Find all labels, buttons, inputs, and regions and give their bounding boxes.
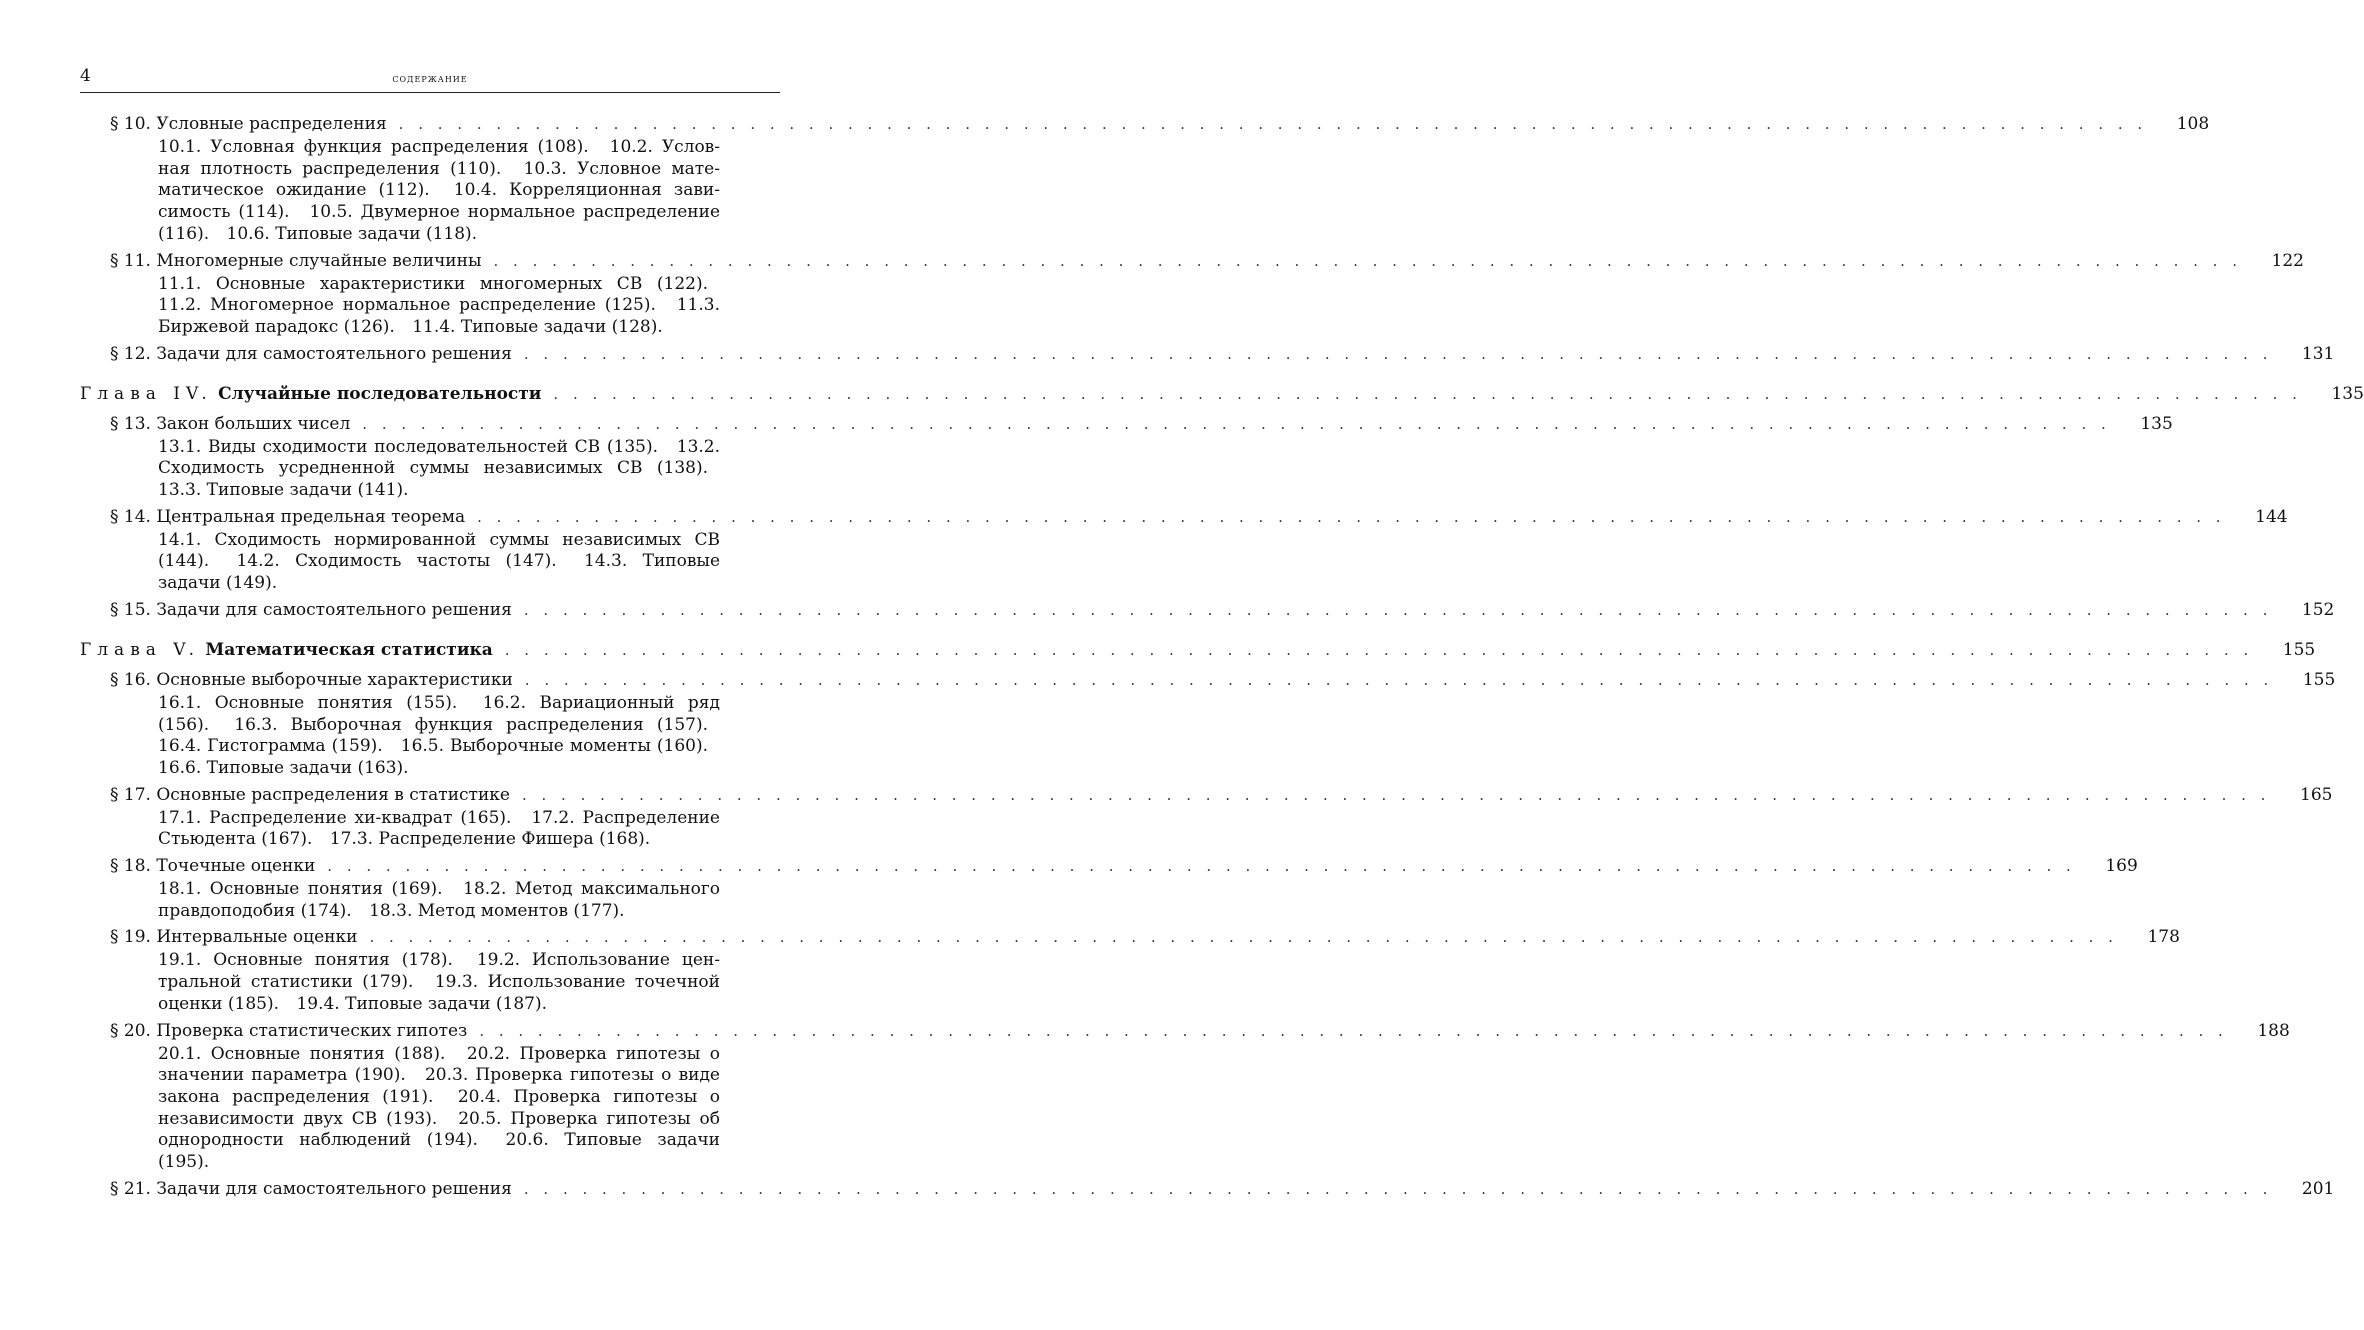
toc-page-number: 144 <box>2255 506 2288 527</box>
toc-subsection: 16.3. Выборочная функция распределения (157). <box>234 714 708 735</box>
toc-entry-title: § 21. Задачи для самостоятельного решения <box>110 1178 512 1199</box>
toc-section <box>80 599 2335 621</box>
toc-entry-title: § 15. Задачи для самостоятельного решения <box>110 599 512 620</box>
dot-leader: . . . . . . . . . . . . . . . . . . . . . . . . . . . . . . . . . . . . . . . . . . . . . . . . . . . . . . . . . . . . . . . . . . . . . . . . . . . . . . . . . . . . . . . . . . <box>327 857 2076 876</box>
toc-subsections <box>158 950 720 1015</box>
toc-entry-title: § 17. Основные распределения в статистике <box>110 784 510 805</box>
dot-leader: . . . . . . . . . . . . . . . . . . . . . . . . . . . . . . . . . . . . . . . . . . . . . . . . . . . . . . . . . . . . . . . . . . . . . . . . . . . . . . . . . . . . . . . . . . <box>523 1179 2273 1198</box>
toc-section <box>80 413 2173 435</box>
toc-subsections <box>158 879 720 922</box>
toc-subsection: 16.2. Вариационный ряд (156). <box>158 692 720 735</box>
dot-leader: . . . . . . . . . . . . . . . . . . . . . . . . . . . . . . . . . . . . . . . . . . . . . . . . . . . . . . . . . . . . . . . . . . . . . . . . . . . . . . . . . . . . . . . . . . <box>524 670 2274 689</box>
toc-entry-title: § 12. Задачи для самостоятельного решения <box>110 343 512 364</box>
running-head <box>80 64 780 93</box>
toc-subsection: 10.2. Условная плотность распределения (110). <box>158 137 720 179</box>
toc-subsection: 19.4. Типовые задачи (187). <box>296 993 548 1014</box>
dot-leader: . . . . . . . . . . . . . . . . . . . . . . . . . . . . . . . . . . . . . . . . . . . . . . . . . . . . . . . . . . . . . . . . . . . . . . . . . . . . . . . . . . . . . . . . . . <box>493 251 2242 270</box>
toc-section <box>80 506 2288 528</box>
toc-subsection: 10.5. Двумерное нормальное распределение (116). <box>158 202 721 244</box>
dot-leader: . . . . . . . . . . . . . . . . . . . . . . . . . . . . . . . . . . . . . . . . . . . . . . . . . . . . . . . . . . . . . . . . . . . . . . . . . . . . . . . . . . . . . . . . . . <box>523 344 2273 363</box>
toc-subsection: 20.2. Проверка гипотезы о значении параметра (190). <box>158 1043 720 1086</box>
chapter-prefix: Глава V. <box>80 639 201 660</box>
toc-subsection: 20.6. Типовые задачи (195). <box>158 1130 721 1173</box>
toc-subsection: 17.3. Распределение Фишера (168). <box>329 829 651 850</box>
toc-subsection: 13.2. Сходимость усредненной суммы независимых СВ (138). <box>158 436 721 479</box>
toc-subsection: 13.3. Типовые задачи (141). <box>158 480 409 501</box>
toc-subsection: 18.2. Метод максимального правдоподобия (174). <box>158 879 721 921</box>
toc-subsection: 20.1. Основные понятия (188). <box>158 1043 446 1064</box>
toc-page-number: 122 <box>2271 250 2304 271</box>
chapter-name: Математическая статистика <box>205 639 493 660</box>
toc-section <box>80 926 2180 948</box>
toc-subsection: 13.1. Виды сходимости последовательностей СВ (135). <box>158 436 658 457</box>
toc-subsection: 19.1. Основные понятия (178). <box>158 950 453 971</box>
toc-subsection: 14.1. Сходимость нормированной суммы независимых СВ (144). <box>158 529 720 572</box>
toc-page-number: 135 <box>2331 383 2364 404</box>
toc-subsection: 11.2. Многомерное нормальное распределение (125). <box>158 295 656 316</box>
toc-entry-title: § 10. Условные распределения <box>110 114 387 134</box>
toc-subsection: 10.1. Условная функция распределения (108). <box>158 137 589 157</box>
toc-chapter <box>80 383 2364 405</box>
toc-subsection: 16.1. Основные понятия (155). <box>158 692 458 713</box>
toc-subsection: 11.3. Биржевой парадокс (126). <box>158 295 720 337</box>
chapter-name: Случайные последовательности <box>218 383 542 404</box>
toc-page-number: 201 <box>2301 1178 2335 1199</box>
toc-chapter <box>80 639 2316 661</box>
dot-leader: . . . . . . . . . . . . . . . . . . . . . . . . . . . . . . . . . . . . . . . . . . . . . . . . . . . . . . . . . . . . . . . . . . . . . . . . . . . . . . . . . . . . . . . . . . <box>553 384 2302 403</box>
toc-subsection: 14.2. Сходимость частоты (147). <box>236 551 557 572</box>
toc-subsections <box>158 1044 720 1174</box>
toc-subsection: 19.3. Использование точечной оценки (185). <box>158 972 720 1014</box>
toc-subsection: 16.6. Типовые задачи (163). <box>158 757 409 778</box>
toc-entry-title: § 18. Точечные оценки <box>110 856 316 877</box>
table-of-contents <box>80 113 2364 1200</box>
toc-entry-title: § 13. Закон больших чисел <box>110 413 351 434</box>
dot-leader: . . . . . . . . . . . . . . . . . . . . . . . . . . . . . . . . . . . . . . . . . . . . . . . . . . . . . . . . . . . . . . . . . . . . . . . . . . . . . . . . . . . . . . . . . . <box>504 640 2254 659</box>
toc-subsection: 11.4. Типовые задачи (128). <box>412 316 663 337</box>
toc-page-number: 169 <box>2105 856 2138 877</box>
toc-entry-title <box>80 383 541 405</box>
toc-subsection: 18.3. Метод моментов (177). <box>369 900 625 921</box>
toc-subsection: 10.4. Корреляционная зависимость (114). <box>158 180 720 223</box>
toc-page-number: 155 <box>2302 669 2336 690</box>
chapter-prefix: Глава IV. <box>80 383 213 404</box>
running-title: содержание <box>392 71 468 85</box>
dot-leader: . . . . . . . . . . . . . . . . . . . . . . . . . . . . . . . . . . . . . . . . . . . . . . . . . . . . . . . . . . . . . . . . . . . . . . . . . . . . . . . . . . . . . . . . . . <box>523 600 2273 619</box>
dot-leader: . . . . . . . . . . . . . . . . . . . . . . . . . . . . . . . . . . . . . . . . . . . . . . . . . . . . . . . . . . . . . . . . . . . . . . . . . . . . . . . . . . . . . . . . . . <box>521 785 2271 804</box>
toc-page-number: 165 <box>2300 784 2333 805</box>
toc-page-number: 152 <box>2301 599 2335 620</box>
toc-subsections <box>158 274 720 339</box>
toc-entry-title: § 19. Интервальные оценки <box>110 927 358 948</box>
toc-subsection: 10.6. Типовые задачи (118). <box>226 223 478 244</box>
toc-section <box>80 250 2304 272</box>
page-number: 4 <box>80 66 91 86</box>
toc-subsection: 17.1. Распределение хи-квадрат (165). <box>158 807 512 828</box>
toc-section <box>80 669 2336 691</box>
dot-leader: . . . . . . . . . . . . . . . . . . . . . . . . . . . . . . . . . . . . . . . . . . . . . . . . . . . . . . . . . . . . . . . . . . . . . . . . . . . . . . . . . . . . . . . . . . <box>477 507 2226 526</box>
toc-subsections <box>158 437 720 502</box>
toc-subsection: 20.3. Проверка гипотезы о виде закона распределения (191). <box>158 1065 720 1107</box>
toc-subsection: 20.4. Проверка гипотезы о независимости двух СВ (193). <box>158 1086 720 1129</box>
toc-page-number: 178 <box>2147 927 2180 948</box>
toc-subsection: 20.5. Проверка гипотезы об однородности наблюдений (194). <box>158 1108 720 1151</box>
toc-section <box>80 1020 2290 1042</box>
toc-entry-title: § 16. Основные выборочные характеристики <box>110 669 513 690</box>
toc-entry-title: § 20. Проверка статистических гипотез <box>110 1020 468 1041</box>
toc-subsection: 10.3. Условное математическое ожидание (112). <box>158 158 720 201</box>
toc-subsection: 17.2. Распределение Стьюдента (167). <box>158 807 720 850</box>
toc-subsection: 16.4. Гистограмма (159). <box>158 736 383 757</box>
toc-page-number: 108 <box>2176 114 2210 134</box>
toc-subsections <box>158 137 720 246</box>
toc-section <box>80 855 2138 877</box>
toc-page-number: 188 <box>2257 1020 2290 1041</box>
toc-section <box>80 113 2210 135</box>
toc-subsections <box>158 530 720 595</box>
toc-subsection: 14.3. Типовые задачи (149). <box>158 551 721 594</box>
dot-leader: . . . . . . . . . . . . . . . . . . . . . . . . . . . . . . . . . . . . . . . . . . . . . . . . . . . . . . . . . . . . . . . . . . . . . . . . . . . . . . . . . . . . . . . . . . <box>398 115 2148 133</box>
toc-entry-title: § 11. Многомерные случайные величины <box>110 250 482 271</box>
toc-subsections <box>158 693 720 780</box>
dot-leader: . . . . . . . . . . . . . . . . . . . . . . . . . . . . . . . . . . . . . . . . . . . . . . . . . . . . . . . . . . . . . . . . . . . . . . . . . . . . . . . . . . . . . . . . . . <box>369 928 2118 947</box>
toc-subsections <box>158 808 720 851</box>
toc-subsection: 16.5. Выборочные моменты (160). <box>400 736 709 757</box>
toc-entry-title <box>80 639 493 661</box>
toc-section <box>80 784 2333 806</box>
dot-leader: . . . . . . . . . . . . . . . . . . . . . . . . . . . . . . . . . . . . . . . . . . . . . . . . . . . . . . . . . . . . . . . . . . . . . . . . . . . . . . . . . . . . . . . . . . <box>362 414 2111 433</box>
toc-section <box>80 343 2335 365</box>
toc-subsection: 11.1. Основные характеристики многомерных СВ (122). <box>158 273 708 294</box>
toc-section <box>80 1178 2335 1200</box>
toc-subsection: 18.1. Основные понятия (169). <box>158 879 443 900</box>
toc-page-number: 131 <box>2301 343 2335 364</box>
toc-page-number: 155 <box>2282 639 2316 660</box>
toc-entry-title: § 14. Центральная предельная теорема <box>110 506 466 527</box>
dot-leader: . . . . . . . . . . . . . . . . . . . . . . . . . . . . . . . . . . . . . . . . . . . . . . . . . . . . . . . . . . . . . . . . . . . . . . . . . . . . . . . . . . . . . . . . . . <box>479 1021 2228 1040</box>
toc-subsection: 19.2. Использование центральной статистики (179). <box>158 950 720 993</box>
toc-page-number: 135 <box>2140 413 2173 434</box>
